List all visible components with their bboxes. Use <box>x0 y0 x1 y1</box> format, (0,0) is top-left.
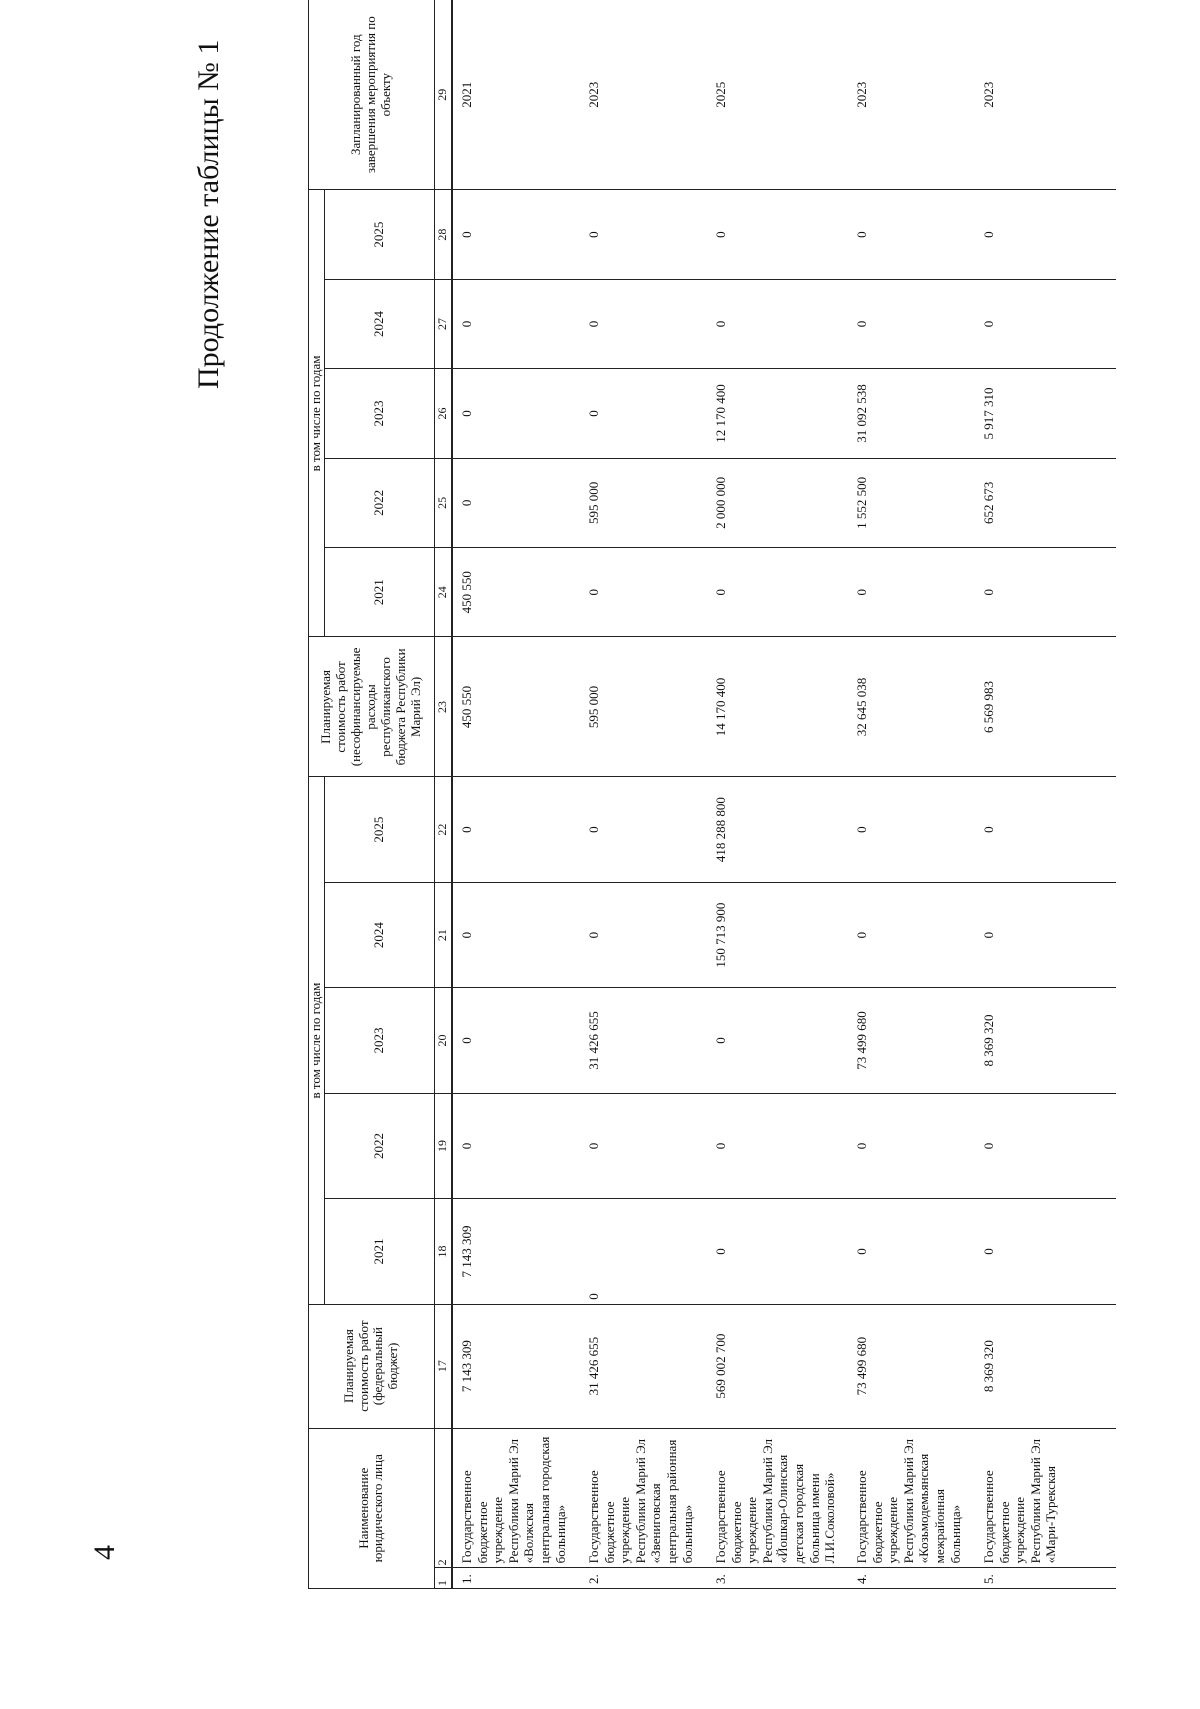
column-number: 24 <box>434 548 452 637</box>
header-year: 2025 <box>324 777 434 882</box>
row-index: 1. <box>452 1568 580 1589</box>
row-fed-2022: 0 <box>452 1093 580 1198</box>
page-number: 4 <box>88 1545 121 1560</box>
header-by-years-federal: в том числе по годам <box>309 777 325 1304</box>
row-fed-2024: 0 <box>975 882 1116 987</box>
table-row <box>580 0 707 1589</box>
row-rep-2023: 0 <box>580 369 707 458</box>
row-rep-2024: 0 <box>848 279 975 368</box>
row-rep-2024: 0 <box>707 279 848 368</box>
row-fed-2021: 7 143 309 <box>452 1199 580 1304</box>
row-completion-year: 2023 <box>975 0 1116 190</box>
row-fed-2021: 0 <box>707 1199 848 1304</box>
column-number: 17 <box>434 1304 452 1428</box>
column-number: 23 <box>434 637 452 777</box>
row-rep-2021: 0 <box>848 548 975 637</box>
row-index: 5. <box>975 1568 1116 1589</box>
row-rep-2022: 0 <box>452 458 580 547</box>
row-fed-2024: 0 <box>452 882 580 987</box>
row-fed-2024: 0 <box>848 882 975 987</box>
row-index: 3. <box>707 1568 848 1589</box>
header-by-years-republic: в том числе по годам <box>309 190 325 637</box>
row-rep-2021: 0 <box>975 548 1116 637</box>
table-caption: Продолжение таблицы № 1 <box>192 39 225 389</box>
column-number: 1 <box>434 1568 452 1589</box>
header-name: Наименование юридического лица <box>309 1428 435 1588</box>
column-number: 22 <box>434 777 452 882</box>
table-row <box>452 0 580 1589</box>
row-rep-2022: 2 000 000 <box>707 458 848 547</box>
row-cost-republic: 32 645 038 <box>848 637 975 777</box>
header-completion-year: Запланированный год завершения мероприятия по объекту <box>309 0 435 190</box>
row-name: Государственное бюджетное учреждение Республики Марий Эл «Йошкар-Олинская детская городская больница имени Л.И.Соколовой» <box>707 1428 848 1568</box>
row-cost-federal: 7 143 309 <box>452 1304 580 1428</box>
row-rep-2024: 0 <box>975 279 1116 368</box>
header-cost-republic: Планируемая стоимость работ (несофинансируемые расходы республиканского бюджета Республики Марий Эл) <box>309 637 435 777</box>
row-fed-2021: 0 <box>975 1199 1116 1304</box>
row-name: Государственное бюджетное учреждение Республики Марий Эл «Звениговская центральная районная больница» <box>580 1428 707 1568</box>
row-completion-year: 2021 <box>452 0 580 190</box>
row-fed-2021: 0 <box>848 1199 975 1304</box>
row-rep-2025: 0 <box>848 190 975 279</box>
row-rep-2021: 450 550 <box>452 548 580 637</box>
row-name: Государственное бюджетное учреждение Республики Марий Эл «Волжская центральная городская больница» <box>452 1428 580 1568</box>
row-rep-2023: 0 <box>452 369 580 458</box>
row-fed-2023: 0 <box>707 988 848 1093</box>
row-rep-2023: 12 170 400 <box>707 369 848 458</box>
row-rep-2022: 595 000 <box>580 458 707 547</box>
row-fed-2022: 0 <box>707 1093 848 1198</box>
row-fed-2024: 0 <box>580 882 707 987</box>
row-fed-2025: 0 <box>580 777 707 882</box>
table-header <box>309 0 452 1589</box>
column-number: 20 <box>434 988 452 1093</box>
row-rep-2025: 0 <box>707 190 848 279</box>
row-fed-2025: 0 <box>848 777 975 882</box>
row-rep-2023: 5 917 310 <box>975 369 1116 458</box>
row-rep-2022: 1 552 500 <box>848 458 975 547</box>
row-cost-republic: 6 569 983 <box>975 637 1116 777</box>
header-cost-federal: Планируемая стоимость работ (федеральный бюджет) <box>309 1304 435 1428</box>
row-index: 2. <box>580 1568 707 1589</box>
header-year: 2022 <box>324 1093 434 1198</box>
table-row <box>975 0 1116 1589</box>
row-fed-2021: 0 <box>580 1199 707 1304</box>
header-year: 2021 <box>324 548 434 637</box>
row-completion-year: 2023 <box>580 0 707 190</box>
column-number: 29 <box>434 0 452 190</box>
header-year: 2021 <box>324 1199 434 1304</box>
row-cost-federal: 31 426 655 <box>580 1304 707 1428</box>
row-cost-federal: 8 369 320 <box>975 1304 1116 1428</box>
row-fed-2024: 150 713 900 <box>707 882 848 987</box>
column-number: 18 <box>434 1199 452 1304</box>
table-row <box>707 0 848 1589</box>
row-fed-2025: 0 <box>975 777 1116 882</box>
header-year: 2023 <box>324 369 434 458</box>
row-cost-federal: 73 499 680 <box>848 1304 975 1428</box>
column-number: 26 <box>434 369 452 458</box>
row-fed-2023: 73 499 680 <box>848 988 975 1093</box>
column-number: 27 <box>434 279 452 368</box>
row-fed-2022: 0 <box>975 1093 1116 1198</box>
row-completion-year: 2023 <box>848 0 975 190</box>
row-cost-republic: 450 550 <box>452 637 580 777</box>
row-fed-2023: 0 <box>452 988 580 1093</box>
header-year: 2023 <box>324 988 434 1093</box>
row-rep-2024: 0 <box>452 279 580 368</box>
row-fed-2025: 418 288 800 <box>707 777 848 882</box>
row-fed-2025: 0 <box>452 777 580 882</box>
row-fed-2022: 0 <box>580 1093 707 1198</box>
row-cost-republic: 14 170 400 <box>707 637 848 777</box>
header-year: 2022 <box>324 458 434 547</box>
column-number: 2 <box>434 1428 452 1568</box>
table-body <box>452 0 1116 1589</box>
row-rep-2025: 0 <box>580 190 707 279</box>
row-rep-2025: 0 <box>975 190 1116 279</box>
row-fed-2022: 0 <box>848 1093 975 1198</box>
row-rep-2022: 652 673 <box>975 458 1116 547</box>
row-fed-2023: 8 369 320 <box>975 988 1116 1093</box>
row-cost-federal: 569 002 700 <box>707 1304 848 1428</box>
column-number: 21 <box>434 882 452 987</box>
header-year: 2025 <box>324 190 434 279</box>
header-year: 2024 <box>324 882 434 987</box>
table-row <box>848 0 975 1589</box>
row-index: 4. <box>848 1568 975 1589</box>
column-number: 19 <box>434 1093 452 1198</box>
row-rep-2021: 0 <box>707 548 848 637</box>
row-completion-year: 2025 <box>707 0 848 190</box>
row-rep-2025: 0 <box>452 190 580 279</box>
row-fed-2023: 31 426 655 <box>580 988 707 1093</box>
row-rep-2024: 0 <box>580 279 707 368</box>
row-name: Государственное бюджетное учреждение Республики Марий Эл «Козьмодемьянская межрайонная больница» <box>848 1428 975 1568</box>
header-year: 2024 <box>324 279 434 368</box>
data-table <box>308 0 1116 1589</box>
column-number: 25 <box>434 458 452 547</box>
row-rep-2023: 31 092 538 <box>848 369 975 458</box>
column-number: 28 <box>434 190 452 279</box>
row-rep-2021: 0 <box>580 548 707 637</box>
row-cost-republic: 595 000 <box>580 637 707 777</box>
row-name: Государственное бюджетное учреждение Республики Марий Эл «Мари-Турекская <box>975 1428 1116 1568</box>
